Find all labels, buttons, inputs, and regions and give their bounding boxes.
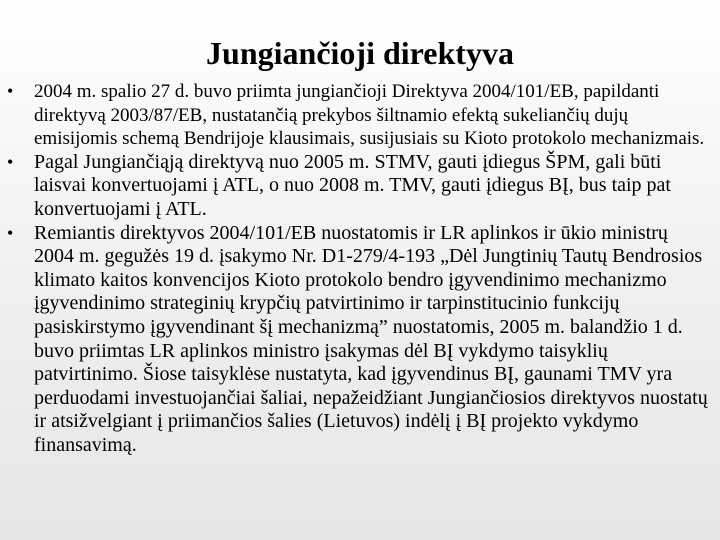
bullet-text: Remiantis direktyvos 2004/101/EB nuostatomis ir LR aplinkos ir ūkio ministrų 2004 m. gegužės 19 d. įsakymo Nr. D1-279/4-193 „Dėl Jungtinių Tautų Bendrosios klimato kaitos konvencijos Kioto protokolo bendro įgyvendinimo mechanizmo įgyvendinimo strateginių krypčių patvirtinimo ir tarpinstitucinio funkcijų pasiskirstymo įgyvendinant šį mechanizmą” nuostatomis, 2005 m. balandžio 1 d. buvo priimtas LR aplinkos ministro įsakymas dėl BĮ vykdymo taisyklių patvirtinimo. Šiose taisyklėse nustatyta, kad įgyvendinus BĮ, gaunami TMV yra perduodami investuojančiai šaliai, nepažeidžiant Jungiančiosios direktyvos nuostatų ir atsižvelgiant į priimančios šalies (Lietuvos) indėlį į BĮ projekto vykdymo finansavimą.	[34, 221, 708, 456]
bullet-item	[0, 151, 720, 222]
slide-title: Jungiančioji direktyva	[206, 35, 514, 71]
bullet-dot-icon: •	[7, 222, 14, 243]
bullet-dot-icon: •	[7, 151, 14, 172]
bullet-dot-icon: •	[7, 81, 14, 101]
bullet-text: 2004 m. spalio 27 d. buvo priimta jungiančioji Direktyva 2004/101/EB, papildanti direktyvą 2003/87/EB, nustatančią prekybos šiltnamio efektą sukeliančių dujų emisijomis schemą Bendrijoje klausimais, susijusiais su Kioto protokolo mechanizmais.	[34, 81, 705, 150]
bullet-item	[0, 80, 720, 151]
bullet-item	[0, 222, 720, 458]
bullet-text: Pagal Jungiančiąją direktyvą nuo 2005 m. STMV, gauti įdiegus ŠPM, gali būti laisvai konvertuojami į ATL, o nuo 2008 m. TMV, gauti įdiegus BĮ, bus taip pat konvertuojami į ATL.	[34, 150, 671, 220]
bullet-list	[0, 80, 720, 458]
